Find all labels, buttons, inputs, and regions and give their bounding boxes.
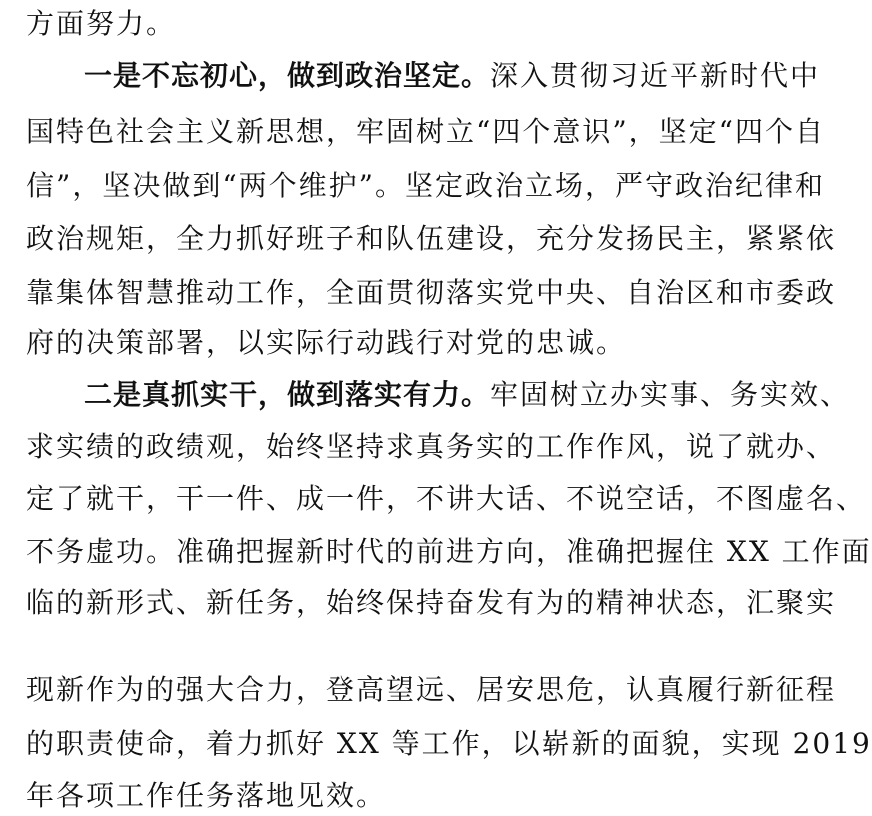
text-line-8 bbox=[84, 375, 851, 415]
line-text: 深入贯彻习近平新时代中 bbox=[490, 59, 821, 92]
line-text: 靠集体智慧推动工作，全面贯彻落实党中央、自治区和市委政 bbox=[26, 276, 837, 309]
text-line-15 bbox=[26, 776, 786, 816]
line-text: 年各项工作任务落地见效。 bbox=[26, 779, 387, 812]
text-line-11 bbox=[26, 532, 872, 572]
text-line-2 bbox=[84, 56, 821, 96]
line-text: 政治规矩，全力抓好班子和队伍建设，充分发扬民主，紧紧依 bbox=[26, 222, 837, 255]
line-text: 府的决策部署，以实际行动践行对党的忠诚。 bbox=[26, 326, 627, 359]
line-text: 方面努力。 bbox=[26, 7, 177, 40]
line-text: 定了就干，干一件、成一件，不讲大话、不说空话，不图虚名、 bbox=[26, 482, 867, 515]
line-text: 牢固树立办实事、务实效、 bbox=[490, 378, 851, 411]
line-text: 国特色社会主义新思想，牢固树立“四个意识”，坚定“四个自 bbox=[26, 115, 825, 148]
text-line-13 bbox=[26, 670, 837, 710]
section-heading-2: 二是真抓实干，做到落实有力。 bbox=[84, 378, 491, 411]
text-line-4 bbox=[26, 166, 825, 206]
text-line-12 bbox=[26, 583, 837, 623]
line-text: 的职责使命，着力抓好 XX 等工作，以崭新的面貌，实现 2019 bbox=[26, 727, 872, 760]
text-line-7 bbox=[26, 323, 786, 363]
text-line-10 bbox=[26, 479, 867, 519]
line-text: 求实绩的政绩观，始终坚持求真务实的工作作风，说了就办、 bbox=[26, 430, 837, 463]
line-text: 临的新形式、新任务，始终保持奋发有为的精神状态，汇聚实 bbox=[26, 586, 837, 619]
text-line-14 bbox=[26, 724, 872, 764]
text-line-1 bbox=[26, 4, 786, 44]
text-line-5 bbox=[26, 219, 837, 259]
text-line-3 bbox=[26, 112, 825, 152]
text-line-6 bbox=[26, 273, 837, 313]
line-text: 信”，坚决做到“两个维护”。坚定政治立场，严守政治纪律和 bbox=[26, 169, 825, 202]
line-text: 不务虚功。准确把握新时代的前进方向，准确把握住 XX 工作面 bbox=[26, 535, 872, 568]
line-text: 现新作为的强大合力，登高望远、居安思危，认真履行新征程 bbox=[26, 673, 837, 706]
section-heading-1: 一是不忘初心，做到政治坚定。 bbox=[84, 59, 491, 92]
text-line-9 bbox=[26, 427, 837, 467]
